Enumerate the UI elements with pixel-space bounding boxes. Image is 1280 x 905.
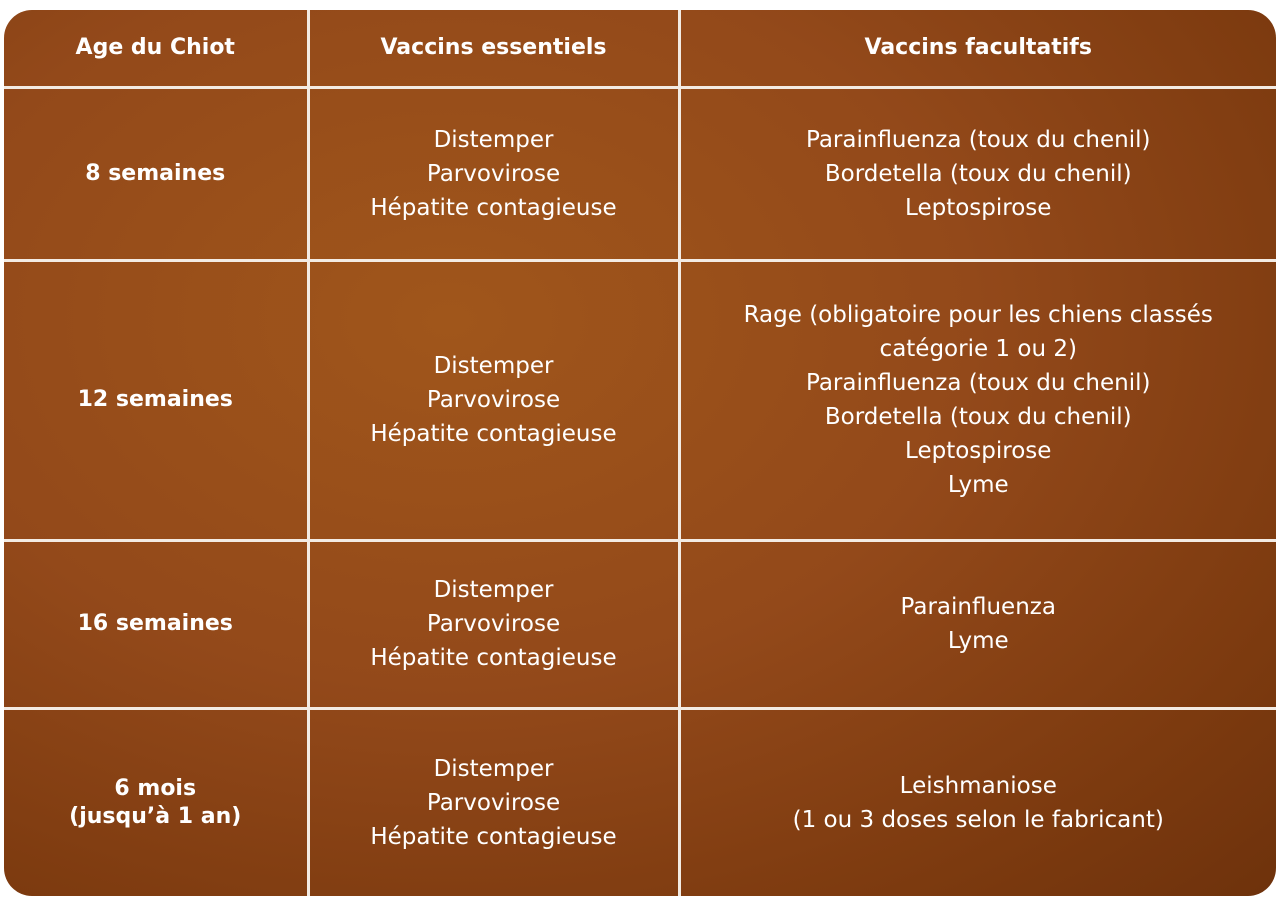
vaccine-item: Leptospirose (905, 438, 1052, 464)
vaccine-item: Parainfluenza (toux du chenil) (806, 370, 1151, 396)
vaccination-table (4, 10, 1276, 896)
header-essential-vaccines: Vaccins essentiels (308, 10, 679, 87)
vaccine-item: (1 ou 3 doses selon le fabricant) (792, 806, 1164, 833)
age-text: 8 semaines (85, 160, 226, 186)
vaccine-item: Parvovirose (426, 387, 561, 413)
table-row (4, 260, 1276, 540)
essential-vaccines-cell (308, 260, 679, 540)
vaccine-item: Lyme (947, 628, 1009, 654)
header-optional-vaccines: Vaccins facultatifs (679, 10, 1276, 87)
vaccine-item: Distemper (433, 577, 554, 603)
vaccine-item: Parainfluenza (toux du chenil) (806, 126, 1151, 153)
vaccine-item: Distemper (433, 353, 554, 379)
age-text: 6 mois (114, 775, 197, 801)
age-text: 12 semaines (77, 387, 233, 412)
age-cell (4, 260, 308, 540)
vaccine-item: Lyme (947, 472, 1009, 498)
vaccine-item: Bordetella (toux du chenil) (824, 160, 1132, 187)
header-age: Age du Chiot (4, 10, 308, 87)
table-row (4, 708, 1276, 896)
table-header-row (4, 10, 1276, 87)
vaccine-item: Rage (obligatoire pour les chiens classés (743, 302, 1213, 328)
optional-vaccines-cell (679, 260, 1276, 540)
vaccine-item: Parvovirose (426, 160, 561, 187)
essential-vaccines-cell (308, 87, 679, 260)
optional-vaccines-cell (679, 540, 1276, 708)
vaccine-item: Bordetella (toux du chenil) (824, 404, 1132, 430)
vaccine-item: Hépatite contagieuse (370, 823, 617, 850)
essential-vaccines-cell (308, 708, 679, 896)
age-text: 16 semaines (77, 611, 233, 636)
vaccine-item: Hépatite contagieuse (370, 421, 617, 447)
optional-vaccines-cell (679, 87, 1276, 260)
vaccine-item: Distemper (433, 126, 554, 153)
age-cell (4, 708, 308, 896)
vaccine-item: Hépatite contagieuse (370, 194, 617, 221)
vaccine-item: Leptospirose (905, 194, 1052, 221)
essential-vaccines-cell (308, 540, 679, 708)
age-cell (4, 87, 308, 260)
vaccine-item: Parvovirose (426, 611, 561, 637)
vaccine-item: Leishmaniose (899, 772, 1057, 799)
table-row (4, 87, 1276, 260)
vaccine-item: Parainfluenza (900, 594, 1056, 620)
age-cell (4, 540, 308, 708)
vaccine-item: Hépatite contagieuse (370, 645, 617, 671)
vaccine-item: catégorie 1 ou 2) (879, 336, 1077, 362)
optional-vaccines-cell (679, 708, 1276, 896)
age-text-subline: (jusqu’à 1 an) (69, 803, 242, 829)
vaccine-item: Distemper (433, 755, 554, 782)
vaccine-item: Parvovirose (426, 789, 561, 816)
vaccination-table-card (4, 10, 1276, 896)
table-row (4, 540, 1276, 708)
